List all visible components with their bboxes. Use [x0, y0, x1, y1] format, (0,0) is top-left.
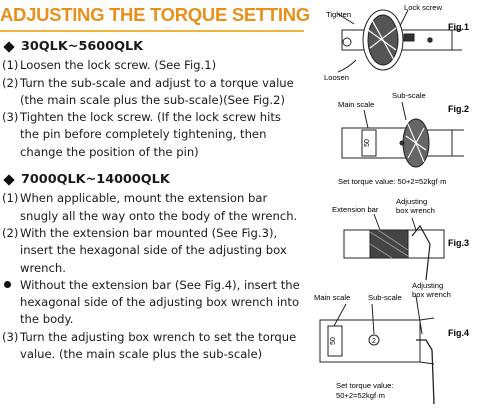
step-number: (1) [2, 191, 19, 206]
fig1-caption: Fig.1 [448, 22, 470, 32]
fig4-caption: Fig.4 [448, 328, 470, 338]
step-number: (3) [2, 110, 19, 125]
list-item [2, 277, 302, 329]
step-number: (2) [2, 75, 19, 90]
fig4-main-value: 50 [330, 337, 337, 345]
list-item [2, 75, 302, 110]
step-text: When applicable, mount the extension bar snugly all the way onto the body of the wrench. [20, 191, 298, 223]
step-text: With the extension bar mounted (See Fig.3), insert the hexagonal side of the adjusting box wrench. [20, 225, 287, 275]
section-header-7000qlk [2, 171, 302, 188]
fig4-torque-note-1: Set torque value: [336, 381, 394, 390]
fig4-sub-value: 2 [372, 338, 376, 345]
step-text: Loosen the lock screw. (See Fig.1) [20, 58, 217, 73]
step-text: Turn the adjusting box wrench to set the torque value. (the main scale plus the sub-scale) [20, 329, 297, 362]
fig1-loosen-label: Loosen [324, 73, 349, 82]
fig2-main-scale-label: Main scale [338, 100, 375, 109]
fig4-torque-note-2: 50+2=52kgf·m [336, 391, 385, 400]
fig2-main-value: 50 [364, 139, 371, 147]
fig1-lock-screw-label: Lock screw [404, 3, 442, 12]
fig1 [338, 10, 462, 72]
step-number: (3) [2, 329, 19, 344]
step-number: (2) [2, 225, 19, 240]
list-item [2, 109, 302, 161]
dot-bullet-icon [2, 277, 20, 329]
step-text: Tighten the lock screw. (If the lock screw hits the pin before completely tightening, then change the position of the pin) [20, 110, 281, 159]
list-item [2, 190, 302, 225]
step-text: Turn the sub-scale and adjust to a torque value (the main scale plus the sub-scale)(See Fig.2) [20, 75, 294, 107]
section-header-label: 30QLK~5600QLK [21, 39, 144, 54]
fig3-extension-bar-label: Extension bar [332, 205, 379, 214]
fig3-adjusting-label-1: Adjusting [396, 197, 428, 206]
bullet-text: Without the extension bar (See Fig.4), insert the hexagonal side of the adjusting box wrench into the body. [20, 277, 300, 327]
fig4-adjusting-label-2: box wrench [412, 290, 451, 299]
step-number: (1) [2, 58, 19, 73]
diamond-bullet-icon [3, 41, 14, 52]
figures-column [312, 0, 480, 413]
list-item [2, 225, 302, 277]
fig3-caption: Fig.3 [448, 238, 470, 248]
section-header-30qlk [2, 38, 302, 55]
fig2-caption: Fig.2 [448, 104, 470, 114]
fig4-sub-scale-label: Sub-scale [368, 293, 402, 302]
diamond-bullet-icon [3, 174, 14, 185]
fig2-torque-note: Set torque value: 50+2=52kgf·m [338, 177, 447, 186]
fig2-sub-scale-label: Sub-scale [392, 91, 426, 100]
fig4-main-scale-label: Main scale [314, 293, 351, 302]
title-underline [0, 30, 304, 32]
fig1-tighten-label: Tighten [326, 10, 352, 19]
list-item [2, 329, 302, 364]
list-item [2, 57, 302, 74]
instructions-column [2, 38, 302, 363]
fig3 [344, 214, 444, 280]
fig4-adjusting-label-1: Adjusting [412, 281, 444, 290]
fig3-adjusting-label-2: box wrench [396, 206, 435, 215]
page-title: ADJUSTING THE TORQUE SETTING [0, 4, 310, 25]
section-header-label: 7000QLK~14000QLK [21, 172, 170, 188]
fig2 [342, 102, 464, 167]
figures-illustration [312, 0, 480, 413]
